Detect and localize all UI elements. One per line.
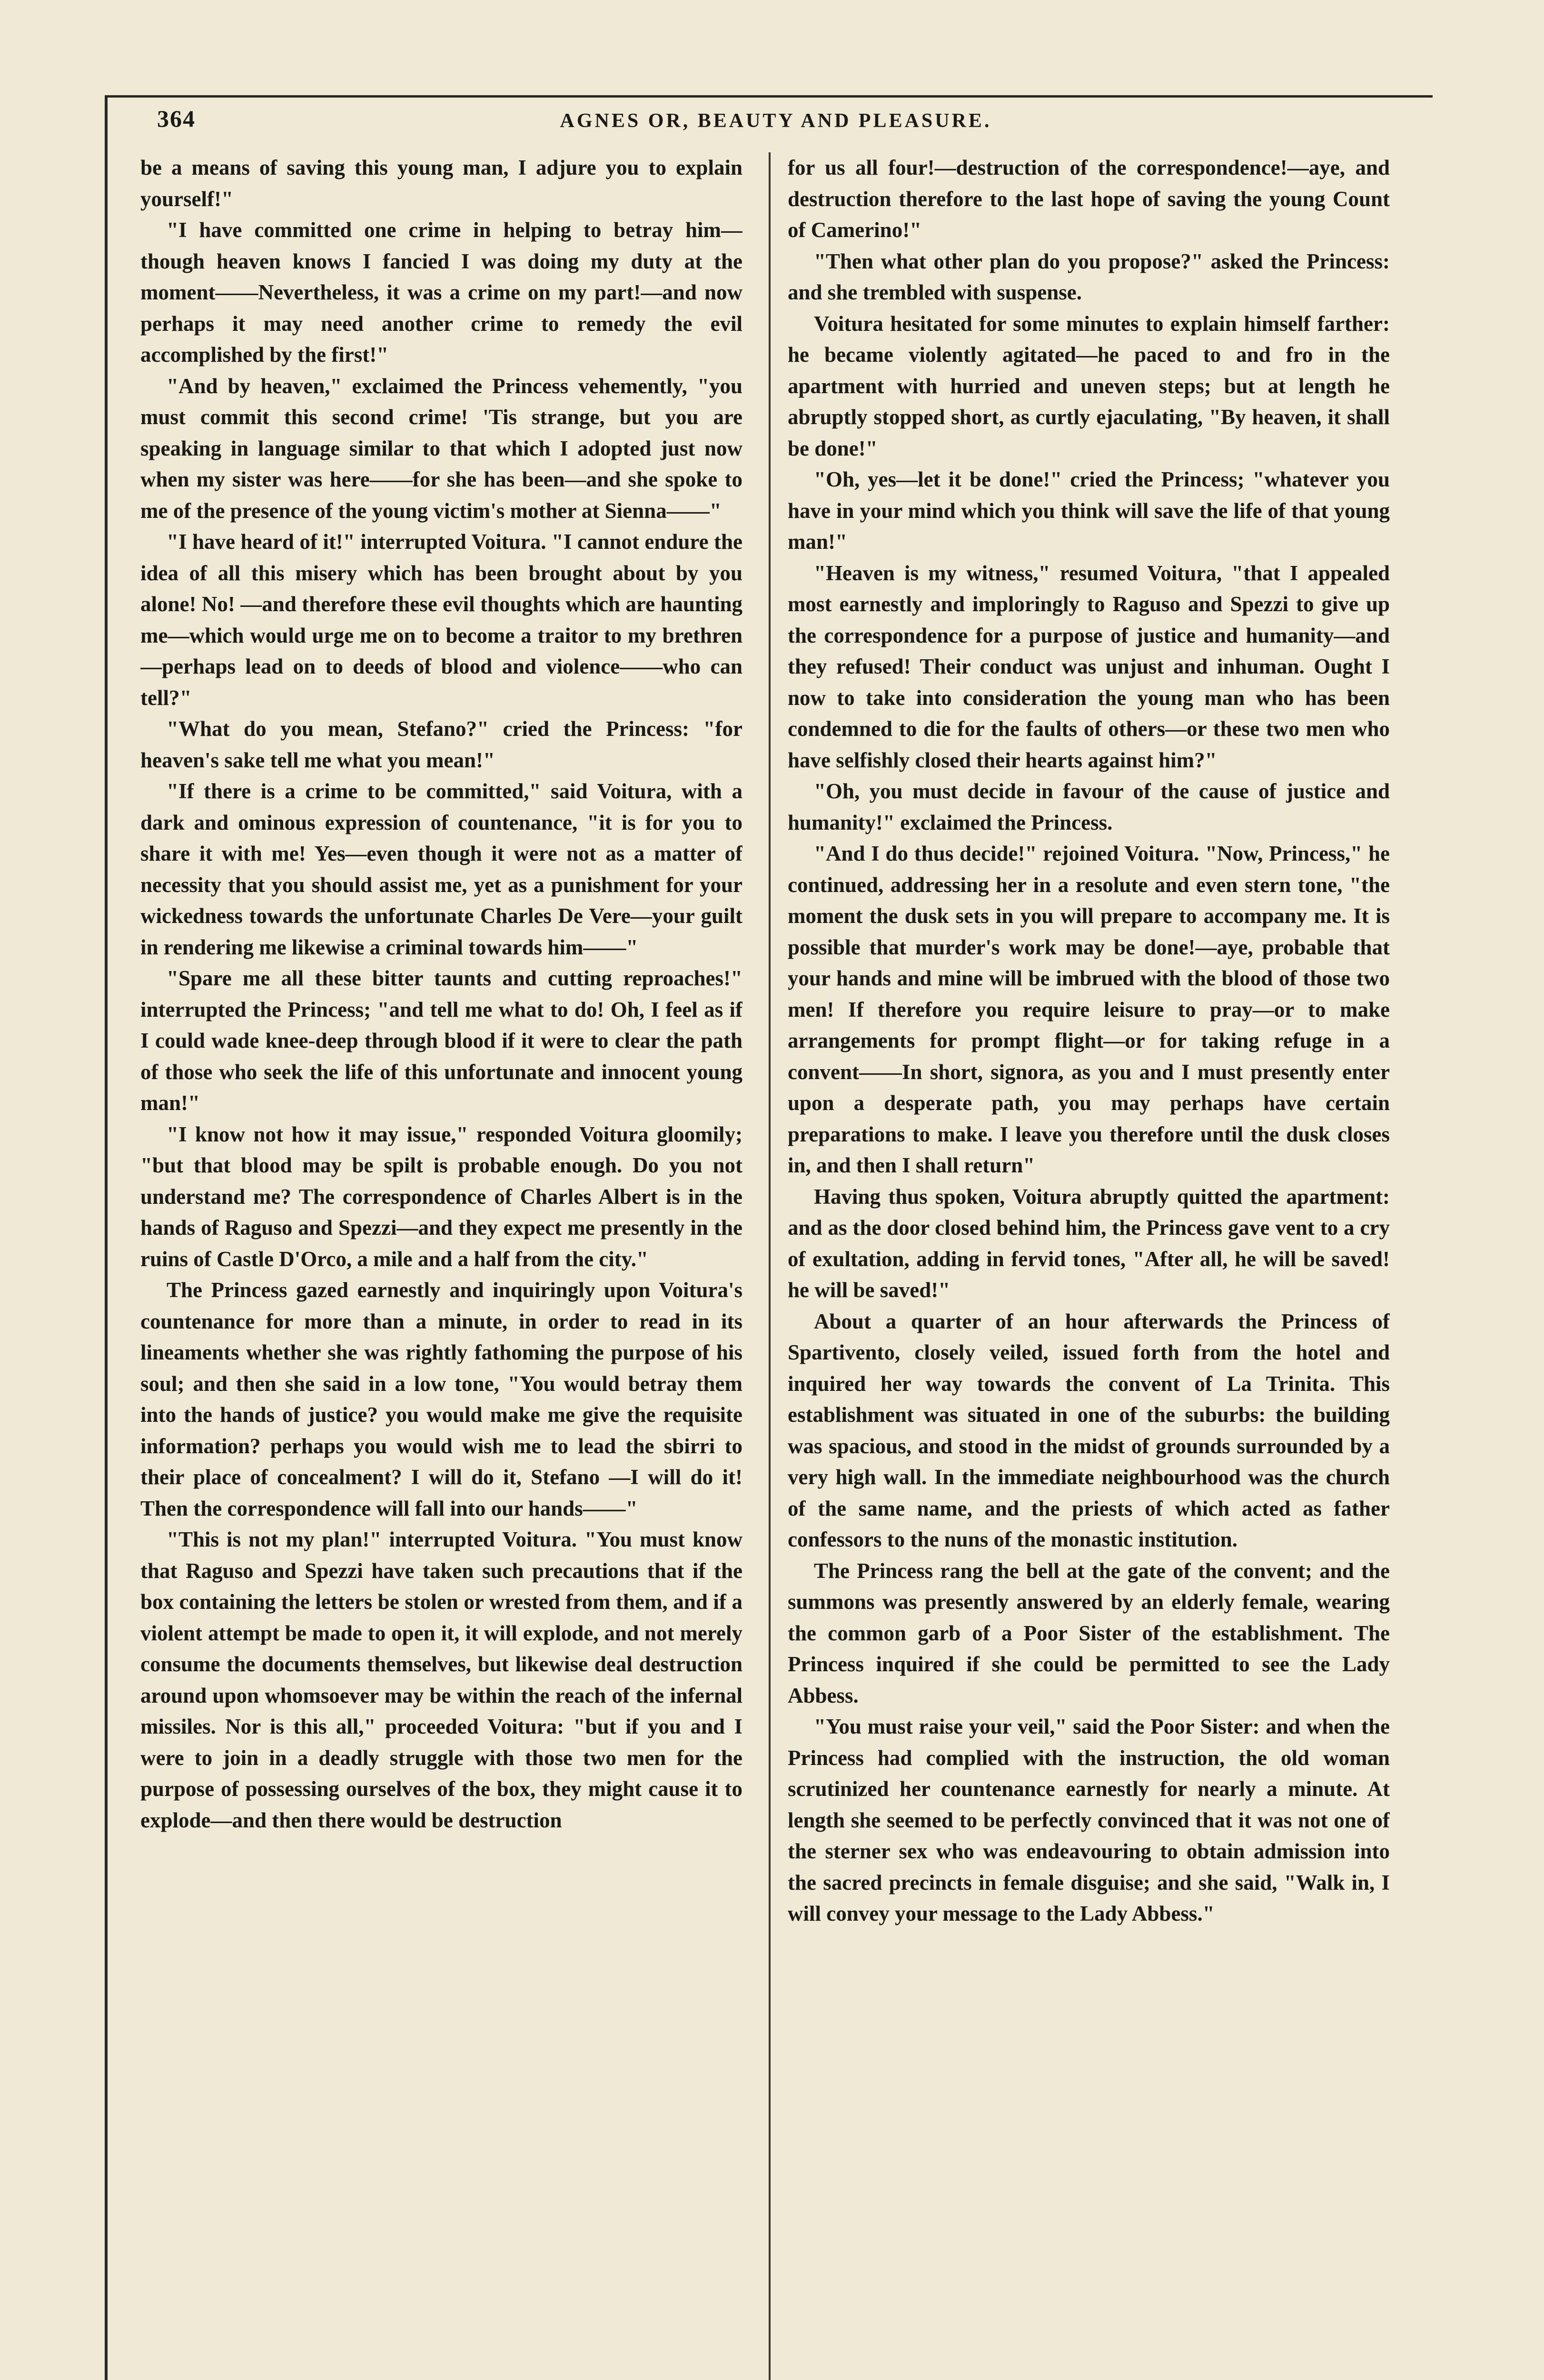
paragraph: "I have heard of it!" interrupted Voitura. "I cannot endure the idea of all this misery which has been brought about by you alone! No! —and therefore these evil thoughts which are haunting me—which would urge me on to become a traitor to my brethren—perhaps lead on to deeds of blood and violence——who can tell?" — [140, 530, 742, 710]
paragraph: "Then what other plan do you propose?" asked the Princess: and she trembled with suspense. — [788, 249, 1390, 304]
paragraph: "Spare me all these bitter taunts and cutting reproaches!" interrupted the Princess; "and tell me what to do! Oh, I feel as if I could wade knee-deep through blood if it were to clear the path of those who seek the life of this unfortunate and innocent young man!" — [140, 966, 742, 1115]
paragraph: "What do you mean, Stefano?" cried the Princess: "for heaven's sake tell me what you mean!" — [140, 717, 742, 772]
paragraph: The Princess rang the bell at the gate of the convent; and the summons was presently answered by an elderly female, wearing the common garb of a Poor Sister of the establishment. The Princess inquired if she could be permitted to see the Lady Abbess. — [788, 1558, 1390, 1707]
left-rule — [105, 95, 108, 2380]
running-head: AGNES OR, BEAUTY AND PLEASURE. — [560, 110, 992, 132]
paragraph: "You must raise your veil," said the Poor Sister: and when the Princess had complied with the instruction, the old woman scrutinized her countenance earnestly for nearly a minute. At length she seemed to be perfectly convinced that it was not one of the sterner sex who was endeavouring to obtain admission into the sacred precincts in female disguise; and she said, "Walk in, I will convey your message to the Lady Abbess." — [788, 1715, 1390, 1925]
paragraph: "And I do thus decide!" rejoined Voitura. "Now, Princess," he continued, addressing her in a resolute and even stern tone, "the moment the dusk sets in you will prepare to accompany me. It is possible that murder's work may be done!—aye, probable that your hands and mine will be imbrued with the blood of those two men! If therefore you require leisure to pray—or to make arrangements for prompt flight—or for taking refuge in a convent——In short, signora, as you and I must presently enter upon a desperate path, you may perhaps have certain preparations to make. I leave you therefore until the dusk closes in, and then I shall return" — [788, 842, 1390, 1177]
paragraph: "This is not my plan!" interrupted Voitura. "You must know that Raguso and Spezzi have taken such precautions that if the box containing the letters be stolen or wrested from them, and if a violent attempt be made to open it, it will explode, and not merely consume the documents themselves, but likewise deal destruction around upon whomsoever may be within the reach of the infernal missiles. Nor is this all," proceeded Voitura: "but if you and I were to join in a deadly struggle with those two men for the purpose of possessing ourselves of the box, they might cause it to explode—and then there would be destruction — [140, 1527, 742, 1832]
column-divider — [769, 152, 771, 2380]
page-header — [157, 105, 1395, 157]
paragraph: "Heaven is my witness," resumed Voitura, "that I appealed most earnestly and imploringly to Raguso and Spezzi to give up the correspondence for a purpose of justice and humanity—and they refused! Their conduct was unjust and inhuman. Ought I now to take into consideration the young man who has been condemned to die for the faults of others—or these two men who have selfishly closed their hearts against him?" — [788, 561, 1390, 772]
paragraph: Voitura hesitated for some minutes to explain himself farther: he became violently agitated—he paced to and fro in the apartment with hurried and uneven steps; but at length he abruptly stopped short, as curtly ejaculating, "By heaven, it shall be done!" — [788, 311, 1390, 460]
paragraph: "I have committed one crime in helping to betray him—though heaven knows I fancied I was doing my duty at the moment——Nevertheless, it was a crime on my part!—and now perhaps it may need another crime to remedy the evil accomplished by the first!" — [140, 218, 742, 367]
page-frame — [105, 67, 1433, 2380]
paragraph: Having thus spoken, Voitura abruptly quitted the apartment: and as the door closed behind him, the Princess gave vent to a cry of exultation, adding in fervid tones, "After all, he will be saved! he will be saved!" — [788, 1184, 1390, 1302]
paragraph: "If there is a crime to be committed," said Voitura, with a dark and ominous expression of countenance, "it is for you to share it with me! Yes—even though it were not as a matter of necessity that you should assist me, yet as a punishment for your wickedness towards the unfortunate Charles De Vere—your guilt in rendering me likewise a criminal towards him——" — [140, 779, 742, 959]
page-number: 364 — [157, 105, 196, 132]
paragraph: "Oh, yes—let it be done!" cried the Princess; "whatever you have in your mind which you think will save the life of that young man!" — [788, 467, 1390, 554]
left-text-column — [140, 152, 742, 2380]
paragraph: "Oh, you must decide in favour of the cause of justice and humanity!" exclaimed the Princess. — [788, 779, 1390, 834]
paragraph: for us all four!—destruction of the correspondence!—aye, and destruction therefore to the last hope of saving the young Count of Camerino!" — [788, 156, 1390, 242]
paragraph: About a quarter of an hour afterwards the Princess of Spartivento, closely veiled, issued forth from the hotel and inquired her way towards the convent of La Trinita. This establishment was situated in one of the suburbs: the building was spacious, and stood in the midst of grounds surrounded by a very high wall. In the immediate neighbourhood was the church of the same name, and the priests of which acted as father confessors to the nuns of the monastic institution. — [788, 1309, 1390, 1551]
paragraph: "And by heaven," exclaimed the Princess vehemently, "you must commit this second crime! 'Tis strange, but you are speaking in language similar to that which I adopted just now when my sister was here——for she has been—and she spoke to me of the presence of the young victim's mother at Sienna——" — [140, 374, 742, 523]
paragraph: "I know not how it may issue," responded Voitura gloomily; "but that blood may be spilt is probable enough. Do you not understand me? The correspondence of Charles Albert is in the hands of Raguso and Spezzi—and they expect me presently in the ruins of Castle D'Orco, a mile and a half from the city." — [140, 1122, 742, 1271]
right-text-column — [788, 152, 1390, 2380]
paragraph: The Princess gazed earnestly and inquiringly upon Voitura's countenance for more than a minute, in order to read in its lineaments whether she was rightly fathoming the purpose of his soul; and then she said in a low tone, "You would betray them into the hands of justice? you would make me give the requisite information? perhaps you would wish me to lead the sbirri to their place of concealment? I will do it, Stefano —I will do it! Then the correspondence will fall into our hands——" — [140, 1278, 742, 1520]
paragraph: be a means of saving this young man, I adjure you to explain yourself!" — [140, 156, 742, 211]
top-rule — [105, 95, 1433, 98]
